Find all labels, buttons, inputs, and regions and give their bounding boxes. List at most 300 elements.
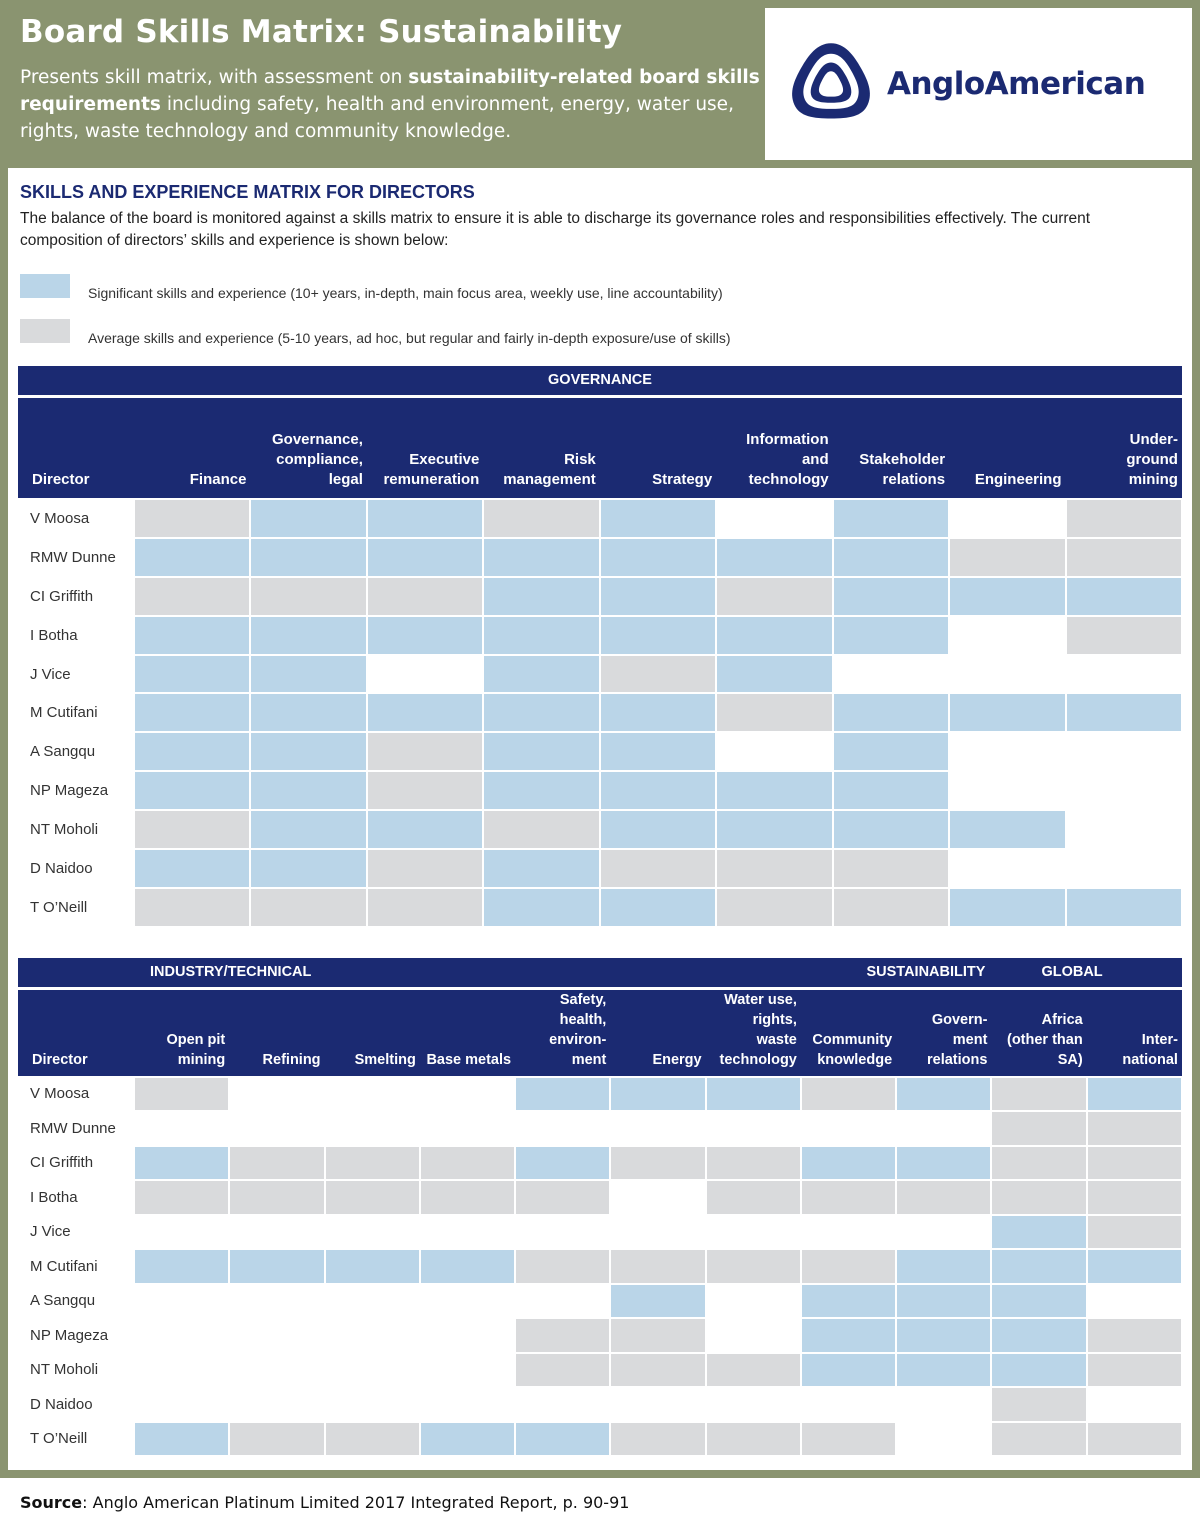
rating-cell-significant (949, 577, 1065, 616)
rating-cell-none (610, 1215, 705, 1250)
rating-cell-significant (134, 693, 250, 732)
rating-cell-none (420, 1318, 515, 1353)
rating-cell-none (325, 1318, 420, 1353)
rating-cell-none (134, 1215, 229, 1250)
rating-cell-significant (250, 732, 366, 771)
rating-cell-average (367, 577, 483, 616)
rating-cell-none (420, 1387, 515, 1422)
rating-cell-significant (483, 849, 599, 888)
rating-cell-average (134, 888, 250, 927)
rating-cell-average (991, 1077, 1086, 1112)
rating-cell-significant (250, 693, 366, 732)
table-row (18, 888, 1182, 927)
rating-cell-average (325, 1422, 420, 1457)
rating-cell-significant (716, 771, 832, 810)
director-name: D Naidoo (18, 849, 134, 888)
rating-cell-significant (833, 732, 949, 771)
director-name: CI Griffith (18, 1146, 134, 1181)
column-header-water-use-rights-waste-technology (706, 988, 801, 1077)
rating-cell-none (801, 1387, 896, 1422)
rating-cell-significant (134, 1249, 229, 1284)
column-header-label: Under- ground mining (1126, 431, 1178, 488)
rating-cell-significant (250, 616, 366, 655)
rating-cell-significant (134, 771, 250, 810)
rating-cell-average (367, 732, 483, 771)
director-name: I Botha (18, 616, 134, 655)
rating-cell-average (134, 810, 250, 849)
rating-cell-significant (610, 1077, 705, 1112)
rating-cell-average (134, 1180, 229, 1215)
rating-cell-significant (896, 1353, 991, 1388)
rating-cell-significant (134, 616, 250, 655)
column-header-safety-health-environ-ment (515, 988, 610, 1077)
rating-cell-significant (134, 1146, 229, 1181)
rating-cell-none (949, 616, 1065, 655)
rating-cell-none (706, 1284, 801, 1319)
rating-cell-average (706, 1353, 801, 1388)
rating-cell-none (706, 1387, 801, 1422)
director-name: T O’Neill (18, 888, 134, 927)
rating-cell-none (801, 1111, 896, 1146)
legend-label-average: Average skills and experience (5-10 years, ad hoc, but regular and fairly in-depth exposure/use of skills) (88, 330, 731, 346)
table-row (18, 655, 1182, 694)
rating-cell-significant (600, 771, 716, 810)
rating-cell-significant (367, 693, 483, 732)
director-name: NP Mageza (18, 771, 134, 810)
director-name: J Vice (18, 655, 134, 694)
rating-cell-significant (801, 1146, 896, 1181)
rating-cell-none (896, 1387, 991, 1422)
column-header-label: Energy (652, 1051, 702, 1068)
table-row (18, 1111, 1182, 1146)
source-text: : Anglo American Platinum Limited 2017 Integrated Report, p. 90-91 (82, 1493, 630, 1512)
rating-cell-average (610, 1146, 705, 1181)
column-header-executive-remuneration (367, 396, 483, 499)
column-header-africa-other-than-sa (991, 988, 1086, 1077)
rating-cell-significant (716, 538, 832, 577)
rating-cell-average (229, 1422, 324, 1457)
rating-cell-average (483, 499, 599, 538)
column-header-label: Community knowledge (812, 1031, 893, 1068)
rating-cell-average (250, 888, 366, 927)
director-name: M Cutifani (18, 693, 134, 732)
rating-cell-average (1087, 1215, 1182, 1250)
table-row (18, 1180, 1182, 1215)
source-label: Source (20, 1493, 83, 1512)
rating-cell-none (325, 1387, 420, 1422)
rating-cell-significant (515, 1077, 610, 1112)
rating-cell-significant (833, 693, 949, 732)
column-header-refining (229, 988, 324, 1077)
column-header-inter-national (1087, 988, 1182, 1077)
director-name: M Cutifani (18, 1249, 134, 1284)
rating-cell-none (1066, 849, 1182, 888)
table-row (18, 616, 1182, 655)
group-header-global: GLOBAL (991, 958, 1182, 988)
page-title: Board Skills Matrix: Sustainability (20, 14, 623, 50)
director-name: NP Mageza (18, 1318, 134, 1353)
legend-label-significant: Significant skills and experience (10+ years, in-depth, main focus area, weekly use, line accountability) (88, 285, 723, 301)
rating-cell-significant (896, 1284, 991, 1319)
rating-cell-significant (833, 771, 949, 810)
table-row (18, 1249, 1182, 1284)
rating-cell-average (991, 1422, 1086, 1457)
column-header-label: Stakeholder relations (859, 451, 946, 488)
rating-cell-significant (1066, 693, 1182, 732)
rating-cell-significant (896, 1249, 991, 1284)
rating-cell-none (610, 1111, 705, 1146)
column-header-governance-compliance-legal (250, 396, 366, 499)
rating-cell-significant (325, 1249, 420, 1284)
group-header-blank-2 (325, 958, 516, 988)
rating-cell-average (610, 1249, 705, 1284)
rating-cell-significant (600, 732, 716, 771)
rating-cell-significant (134, 655, 250, 694)
rating-cell-significant (515, 1146, 610, 1181)
rating-cell-none (229, 1353, 324, 1388)
rating-cell-significant (991, 1215, 1086, 1250)
rating-cell-significant (250, 771, 366, 810)
rating-cell-none (325, 1353, 420, 1388)
rating-cell-average (833, 888, 949, 927)
rating-cell-significant (801, 1353, 896, 1388)
column-header-energy (610, 988, 705, 1077)
rating-cell-average (1087, 1318, 1182, 1353)
rating-cell-average (250, 577, 366, 616)
rating-cell-significant (483, 577, 599, 616)
column-header-director: Director (18, 396, 134, 499)
column-header-label: Safety, health, environ- ment (549, 991, 607, 1068)
table-row (18, 1318, 1182, 1353)
rating-cell-none (833, 655, 949, 694)
director-name: NT Moholi (18, 1353, 134, 1388)
rating-cell-average (134, 1077, 229, 1112)
rating-cell-none (420, 1077, 515, 1112)
rating-cell-none (949, 771, 1065, 810)
rating-cell-average (229, 1180, 324, 1215)
rating-cell-average (706, 1146, 801, 1181)
rating-cell-average (801, 1422, 896, 1457)
rating-cell-significant (250, 655, 366, 694)
rating-cell-significant (367, 538, 483, 577)
rating-cell-average (600, 655, 716, 694)
rating-cell-significant (483, 538, 599, 577)
rating-cell-significant (1087, 1077, 1182, 1112)
rating-cell-none (1066, 655, 1182, 694)
column-header-information-and-technology (716, 396, 832, 499)
rating-cell-none (229, 1215, 324, 1250)
rating-cell-average (134, 499, 250, 538)
column-header-label: Govern- ment relations (927, 1011, 988, 1068)
rating-cell-average (991, 1387, 1086, 1422)
column-header-label: Executive remuneration (383, 451, 480, 488)
column-header-govern-ment-relations (896, 988, 991, 1077)
director-name: V Moosa (18, 1077, 134, 1112)
rating-cell-none (134, 1318, 229, 1353)
rating-cell-none (610, 1180, 705, 1215)
rating-cell-significant (833, 538, 949, 577)
rating-cell-significant (991, 1249, 1086, 1284)
rating-cell-average (801, 1180, 896, 1215)
rating-cell-significant (483, 732, 599, 771)
logo (765, 8, 1192, 160)
column-header-label: Open pit mining (166, 1031, 226, 1068)
column-header-label: Information and technology (746, 431, 829, 488)
rating-cell-significant (483, 771, 599, 810)
rating-cell-none (610, 1387, 705, 1422)
source-note (20, 1493, 629, 1512)
rating-cell-significant (949, 810, 1065, 849)
rating-cell-none (1087, 1284, 1182, 1319)
rating-cell-none (325, 1284, 420, 1319)
column-header-label: Strategy (652, 471, 713, 488)
director-name: J Vice (18, 1215, 134, 1250)
rating-cell-significant (134, 538, 250, 577)
rating-cell-none (420, 1353, 515, 1388)
column-header-label: Africa (other than SA) (1006, 1011, 1083, 1068)
governance-matrix (18, 366, 1183, 928)
rating-cell-none (949, 849, 1065, 888)
rating-cell-significant (600, 810, 716, 849)
rating-cell-average (134, 577, 250, 616)
column-header-base-metals (420, 988, 515, 1077)
column-header-open-pit-mining (134, 988, 229, 1077)
rating-cell-average (949, 538, 1065, 577)
column-header-label: Refining (262, 1051, 321, 1068)
director-name: NT Moholi (18, 810, 134, 849)
section-intro: The balance of the board is monitored against a skills matrix to ensure it is able to discharge its governance roles and responsibilities effectively. The current composition of directors’ skills and experience is shown below: (20, 210, 1091, 249)
column-header-finance (134, 396, 250, 499)
rating-cell-none (1066, 732, 1182, 771)
group-header-sustainability: SUSTAINABILITY (515, 958, 991, 988)
subtitle-text-1: Presents skill matrix, with assessment on (20, 67, 409, 88)
rating-cell-none (134, 1353, 229, 1388)
rating-cell-average (367, 888, 483, 927)
column-header-label: Finance (189, 471, 247, 488)
rating-cell-significant (134, 1422, 229, 1457)
column-header-stakeholder-relations (833, 396, 949, 499)
rating-cell-significant (600, 577, 716, 616)
rating-cell-significant (250, 810, 366, 849)
column-header-engineering (949, 396, 1065, 499)
rating-cell-average (420, 1146, 515, 1181)
rating-cell-average (716, 849, 832, 888)
rating-cell-significant (833, 499, 949, 538)
rating-cell-significant (483, 693, 599, 732)
column-header-label: Risk management (503, 451, 596, 488)
rating-cell-none (515, 1284, 610, 1319)
rating-cell-none (515, 1387, 610, 1422)
rating-cell-significant (896, 1077, 991, 1112)
table-row (18, 577, 1182, 616)
rating-cell-average (1087, 1180, 1182, 1215)
rating-cell-average (420, 1180, 515, 1215)
table-row (18, 1077, 1182, 1112)
rating-cell-none (896, 1111, 991, 1146)
table-row (18, 771, 1182, 810)
table-row (18, 693, 1182, 732)
rating-cell-significant (833, 810, 949, 849)
rating-cell-none (229, 1318, 324, 1353)
rating-cell-none (229, 1387, 324, 1422)
rating-cell-average (1087, 1353, 1182, 1388)
rating-cell-none (134, 1387, 229, 1422)
anglo-american-logo-icon (787, 38, 875, 122)
director-name: RMW Dunne (18, 1111, 134, 1146)
rating-cell-average (325, 1146, 420, 1181)
rating-cell-none (1066, 771, 1182, 810)
header (0, 0, 1200, 168)
column-header-director: Director (18, 988, 134, 1077)
rating-cell-average (325, 1180, 420, 1215)
column-header-smelting (325, 988, 420, 1077)
table-row (18, 1146, 1182, 1181)
table-row (18, 1387, 1182, 1422)
industry-sustainability-global-matrix (18, 958, 1183, 1457)
rating-cell-significant (483, 655, 599, 694)
rating-cell-none (229, 1284, 324, 1319)
group-header-industry: INDUSTRY/TECHNICAL (134, 958, 325, 988)
rating-cell-average (1087, 1422, 1182, 1457)
director-name: T O’Neill (18, 1422, 134, 1457)
rating-cell-none (949, 499, 1065, 538)
rating-cell-significant (483, 616, 599, 655)
table-row (18, 810, 1182, 849)
rating-cell-significant (1066, 577, 1182, 616)
rating-cell-significant (1066, 888, 1182, 927)
rating-cell-significant (600, 888, 716, 927)
rating-cell-average (367, 849, 483, 888)
rating-cell-none (716, 732, 832, 771)
rating-cell-significant (600, 616, 716, 655)
rating-cell-none (801, 1215, 896, 1250)
rating-cell-none (325, 1111, 420, 1146)
rating-cell-none (420, 1284, 515, 1319)
director-name: A Sangqu (18, 732, 134, 771)
rating-cell-none (896, 1422, 991, 1457)
legend-swatch-average (20, 319, 70, 343)
rating-cell-significant (991, 1284, 1086, 1319)
rating-cell-average (610, 1318, 705, 1353)
rating-cell-significant (610, 1284, 705, 1319)
rating-cell-none (134, 1111, 229, 1146)
rating-cell-none (367, 655, 483, 694)
rating-cell-none (949, 732, 1065, 771)
rating-cell-significant (833, 616, 949, 655)
rating-cell-average (1087, 1111, 1182, 1146)
rating-cell-significant (250, 849, 366, 888)
table-row (18, 538, 1182, 577)
rating-cell-average (716, 577, 832, 616)
director-name: A Sangqu (18, 1284, 134, 1319)
rating-cell-significant (134, 849, 250, 888)
column-header-label: Water use, rights, waste technology (719, 991, 797, 1068)
rating-cell-significant (367, 499, 483, 538)
rating-cell-none (1066, 810, 1182, 849)
rating-cell-significant (250, 499, 366, 538)
rating-cell-average (367, 771, 483, 810)
rating-cell-significant (250, 538, 366, 577)
rating-cell-average (706, 1249, 801, 1284)
rating-cell-significant (229, 1249, 324, 1284)
rating-cell-none (706, 1318, 801, 1353)
rating-cell-significant (896, 1318, 991, 1353)
subtitle-text-2: including safety, health and environment, energy, water use, rights, waste technology and community knowledge. (20, 94, 734, 142)
rating-cell-none (229, 1111, 324, 1146)
rating-cell-average (1066, 616, 1182, 655)
rating-cell-average (801, 1249, 896, 1284)
column-header-label: Smelting (354, 1051, 416, 1068)
rating-cell-average (991, 1111, 1086, 1146)
rating-cell-average (896, 1180, 991, 1215)
rating-cell-significant (801, 1284, 896, 1319)
rating-cell-significant (991, 1318, 1086, 1353)
rating-cell-none (420, 1215, 515, 1250)
rating-cell-none (1087, 1387, 1182, 1422)
content-panel (8, 168, 1192, 1470)
column-header-community-knowledge (801, 988, 896, 1077)
rating-cell-none (325, 1077, 420, 1112)
group-header-blank (18, 958, 134, 988)
rating-cell-significant (801, 1318, 896, 1353)
rating-cell-significant (949, 888, 1065, 927)
section-title: SKILLS AND EXPERIENCE MATRIX FOR DIRECTORS (20, 182, 475, 202)
column-header-label: Engineering (974, 471, 1062, 488)
rating-cell-average (801, 1077, 896, 1112)
rating-cell-average (716, 888, 832, 927)
rating-cell-significant (600, 499, 716, 538)
rating-cell-significant (134, 732, 250, 771)
rating-cell-significant (716, 810, 832, 849)
rating-cell-average (1066, 538, 1182, 577)
legend-swatch-significant (20, 274, 70, 298)
rating-cell-average (483, 810, 599, 849)
rating-cell-significant (716, 655, 832, 694)
table-row (18, 1422, 1182, 1457)
rating-cell-significant (367, 810, 483, 849)
rating-cell-none (949, 655, 1065, 694)
table-row (18, 732, 1182, 771)
rating-cell-average (229, 1146, 324, 1181)
rating-cell-average (991, 1146, 1086, 1181)
rating-cell-none (896, 1215, 991, 1250)
table-row (18, 1353, 1182, 1388)
table-row (18, 1284, 1182, 1319)
table-row (18, 1215, 1182, 1250)
rating-cell-significant (600, 538, 716, 577)
director-name: V Moosa (18, 499, 134, 538)
rating-cell-significant (515, 1422, 610, 1457)
rating-cell-none (229, 1077, 324, 1112)
table-row (18, 849, 1182, 888)
rating-cell-significant (1087, 1249, 1182, 1284)
column-header-strategy (600, 396, 716, 499)
rating-cell-average (610, 1422, 705, 1457)
rating-cell-significant (949, 693, 1065, 732)
rating-cell-average (706, 1422, 801, 1457)
rating-cell-average (515, 1353, 610, 1388)
rating-cell-none (134, 1284, 229, 1319)
rating-cell-none (716, 499, 832, 538)
rating-cell-none (515, 1111, 610, 1146)
column-header-label: Base metals (426, 1051, 512, 1068)
logo-text: AngloAmerican (887, 66, 1146, 102)
column-header-risk-management (483, 396, 599, 499)
rating-cell-significant (600, 693, 716, 732)
group-header-governance: GOVERNANCE (18, 366, 1182, 396)
rating-cell-significant (367, 616, 483, 655)
rating-cell-significant (420, 1422, 515, 1457)
